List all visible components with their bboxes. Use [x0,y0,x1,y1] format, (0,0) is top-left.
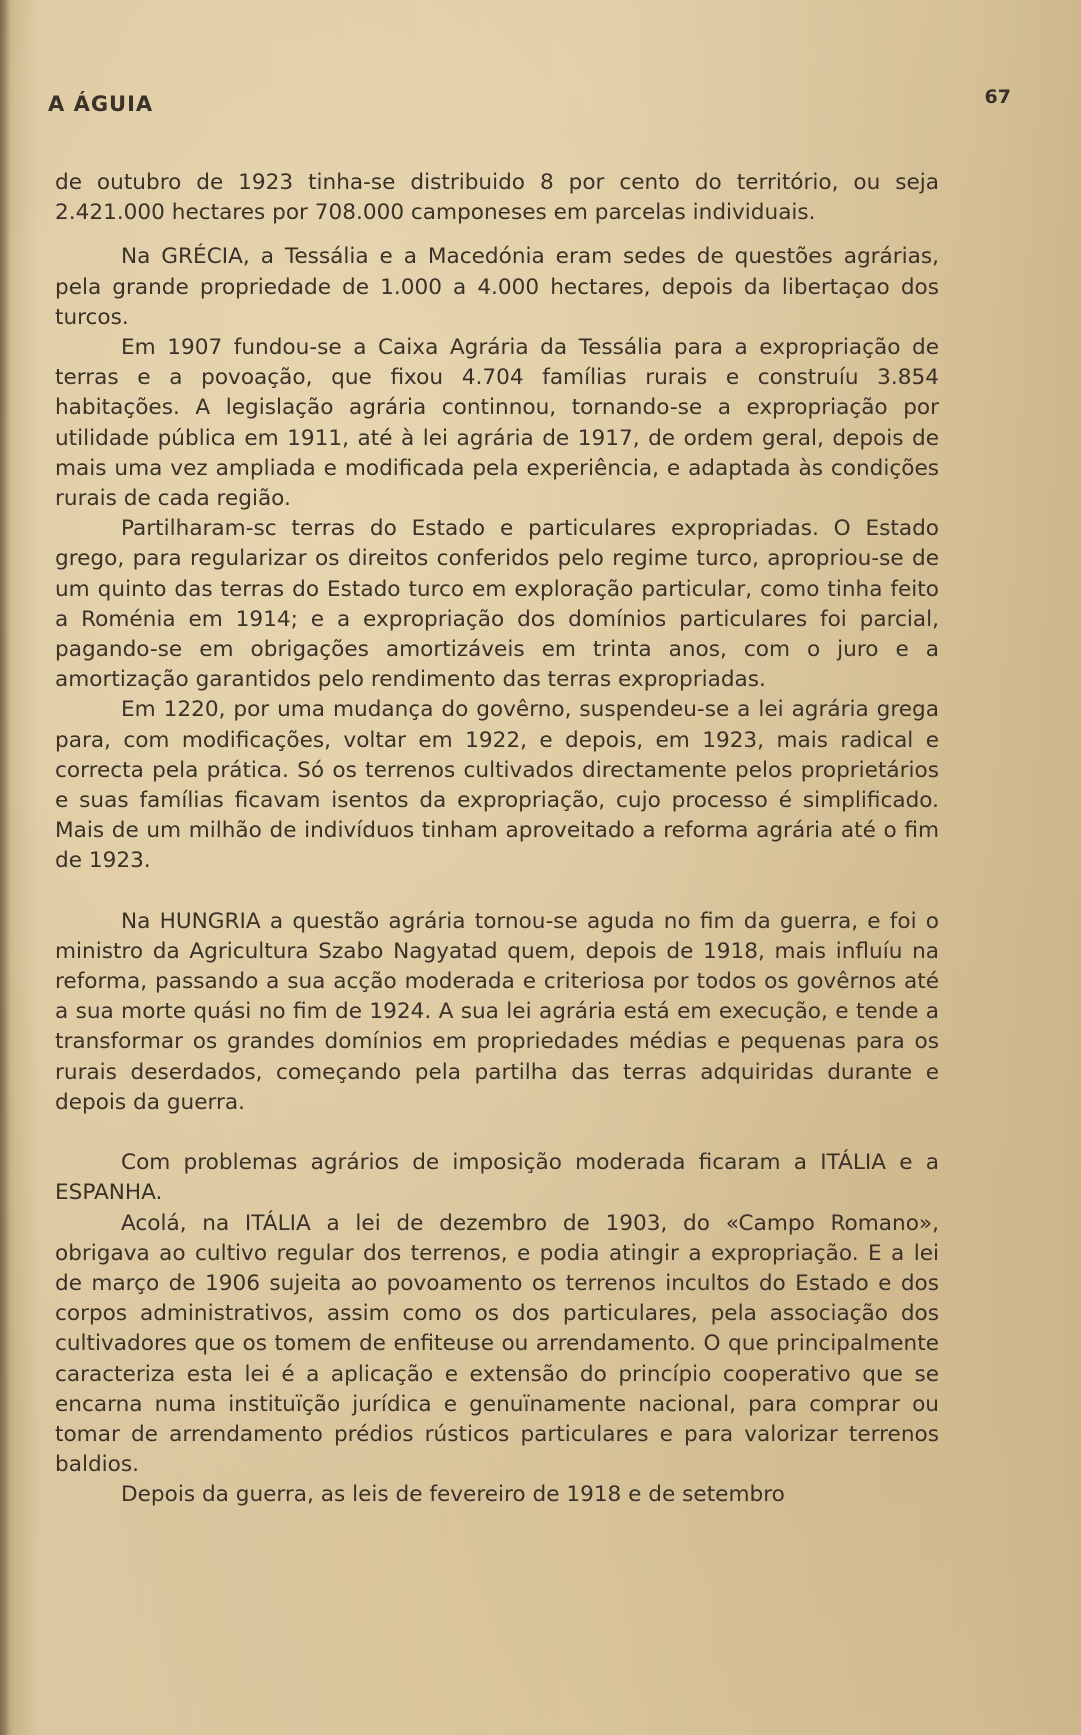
paragraph: Na HUNGRIA a questão agrária tornou-se aguda no fim da guerra, e foi o ministro da Agricultura Szabo Nagyatad quem, depois de 1918, mais influíu na reforma, passando a sua acção moderada e criteriosa por todos os govêrnos até a sua morte quási no fim de 1924. A sua lei agrária está em execução, e tende a transformar os grandes domínios em propriedades médias e pequenas para os rurais deserdados, começando pela partilha das terras adquiridas durante e depois da guerra. [55,908,939,1115]
page-number: 67 [984,86,1011,108]
paragraph: Em 1220, por uma mudança do govêrno, suspendeu-se a lei agrária grega para, com modificações, voltar em 1922, e depois, em 1923, mais radical e correcta pela prática. Só os terrenos cultivados directamente pelos proprietários e suas famílias ficavam isentos da expropriação, cujo processo é simplificado. Mais de um milhão de indivíduos tinham aproveitado a reforma agrária até o fim de 1923. [55,697,939,874]
running-header [48,86,1011,122]
paragraph: Na GRÉCIA, a Tessália e a Macedónia eram sedes de questões agrárias, pela grande propriedade de 1.000 a 4.000 hectares, depois da libertaçao dos turcos. [55,244,939,330]
paragraph: Acolá, na ITÁLIA a lei de dezembro de 1903, do «Campo Romano», obrigava ao cultivo regular dos terrenos, e podia atingir a expropriação. E a lei de março de 1906 sujeita ao povoamento os terrenos incultos do Estado e dos corpos administrativos, assim como os dos particulares, pela associação dos cultivadores que os tomem de enfiteuse ou arrendamento. O que principalmente caracteriza esta lei é a aplicação e extensão do princípio cooperativo que se encarna numa instituïção jurídica e genuïnamente nacional, para comprar ou tomar de arrendamento prédios rústicos particulares e para valorizar terrenos baldios. [55,1210,939,1478]
body-text [55,168,939,1511]
paragraph: Depois da guerra, as leis de fevereiro de 1918 e de setembro [121,1482,785,1508]
paragraph: Partilharam-sc terras do Estado e particulares expropriadas. O Estado grego, para regularizar os direitos conferidos pelo regime turco, apropriou-se de um quinto das terras do Estado turco em exploração particular, como tinha feito a Roménia em 1914; e a expropriação dos domínios particulares foi parcial, pagando-se em obrigações amortizáveis em trinta anos, com o juro e a amortização garantidos pelo rendimento das terras expropriadas. [55,516,939,693]
journal-title: A ÁGUIA [48,92,154,116]
paragraph: Com problemas agrários de imposição moderada ficaram a ITÁLIA e a ESPANHA. [55,1150,939,1206]
page-spine-shadow [0,0,10,1735]
paragraph: Em 1907 fundou-se a Caixa Agrária da Tessália para a expropriação de terras e a povoação, que fixou 4.704 famílias rurais e construíu 3.854 habitações. A legislação agrária continnou, tornando-se a expropriação por utilidade pública em 1911, até à lei agrária de 1917, de ordem geral, depois de mais uma vez ampliada e modificada pela experiência, e adaptada às condições rurais de cada região. [55,335,939,512]
paragraph: de outubro de 1923 tinha-se distribuido 8 por cento do território, ou seja 2.421.000 hectares por 708.000 camponeses em parcelas individuais. [55,170,939,226]
